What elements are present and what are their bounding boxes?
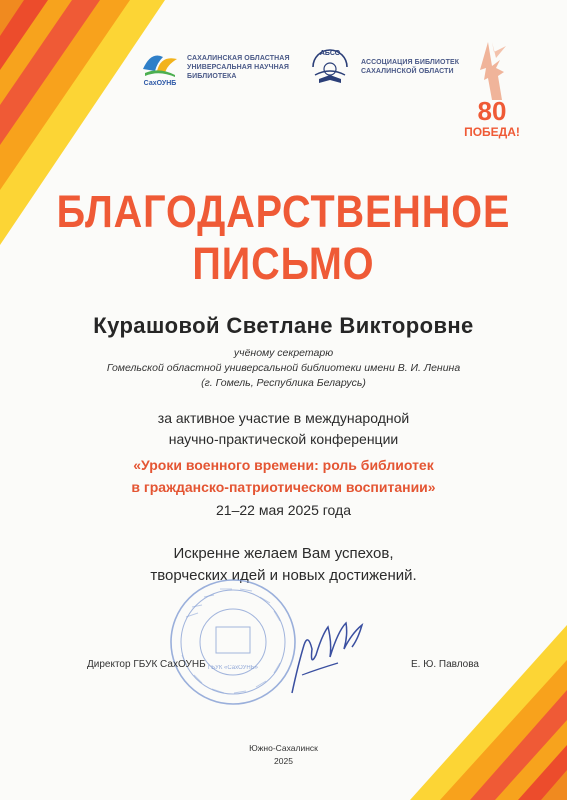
association-name-line: АССОЦИАЦИЯ БИБЛИОТЕК	[361, 59, 460, 66]
handwritten-signature	[288, 605, 368, 700]
footer-year: 2025	[274, 756, 293, 766]
title-line-2: ПИСЬМО	[192, 238, 375, 289]
conference-title-line-1: «Уроки военного времени: роль библиотек	[133, 457, 434, 473]
library-name-line: САХАЛИНСКАЯ ОБЛАСТНАЯ	[187, 54, 290, 62]
victory-word: ПОБЕДА!	[464, 125, 520, 139]
association-name	[361, 58, 459, 76]
recipient-location: (г. Гомель, Республика Беларусь)	[201, 377, 366, 389]
library-name	[187, 54, 290, 81]
victory-80-emblem	[462, 38, 532, 143]
victory-number: 80	[477, 96, 507, 126]
recipient-position: учёному секретарю	[233, 347, 334, 359]
library-logo-caption: СахОУНБ	[143, 80, 177, 87]
recipient-name: Курашовой Светлане Викторовне	[93, 313, 474, 338]
association-logo-block	[305, 45, 459, 89]
association-name-line: САХАЛИНСКОЙ ОБЛАСТИ	[361, 68, 454, 75]
stamp-center-text: ГБУК «СахОУНБ»	[207, 665, 259, 671]
library-logo-icon	[137, 47, 183, 87]
recipient-organization: Гомельской областной универсальной библиотеки имени В. И. Ленина	[106, 362, 461, 374]
association-logo-icon	[305, 45, 355, 89]
footer-city: Южно-Сахалинск	[249, 743, 318, 753]
director-name: Е. Ю. Павлова	[411, 659, 479, 670]
conference-title-line-2: в гражданско-патриотическом воспитании»	[131, 479, 436, 495]
body-line-2: научно-практической конференции	[168, 431, 399, 447]
title-line-1: БЛАГОДАРСТВЕННОЕ	[56, 186, 511, 237]
library-logo-block	[137, 47, 290, 87]
library-name-line: УНИВЕРСАЛЬНАЯ НАУЧНАЯ	[187, 63, 290, 71]
wishes-line-2: творческих идей и новых достижений.	[150, 567, 417, 584]
library-name-line: БИБЛИОТЕКА	[187, 72, 237, 80]
association-logo-caption: АБСО	[319, 50, 341, 57]
official-stamp	[168, 577, 298, 707]
conference-dates: 21–22 мая 2025 года	[216, 502, 351, 518]
director-role: Директор ГБУК СахОУНБ	[87, 659, 206, 670]
body-line-1: за активное участие в международной	[157, 410, 410, 426]
wishes-line-1: Искренне желаем Вам успехов,	[173, 545, 394, 562]
